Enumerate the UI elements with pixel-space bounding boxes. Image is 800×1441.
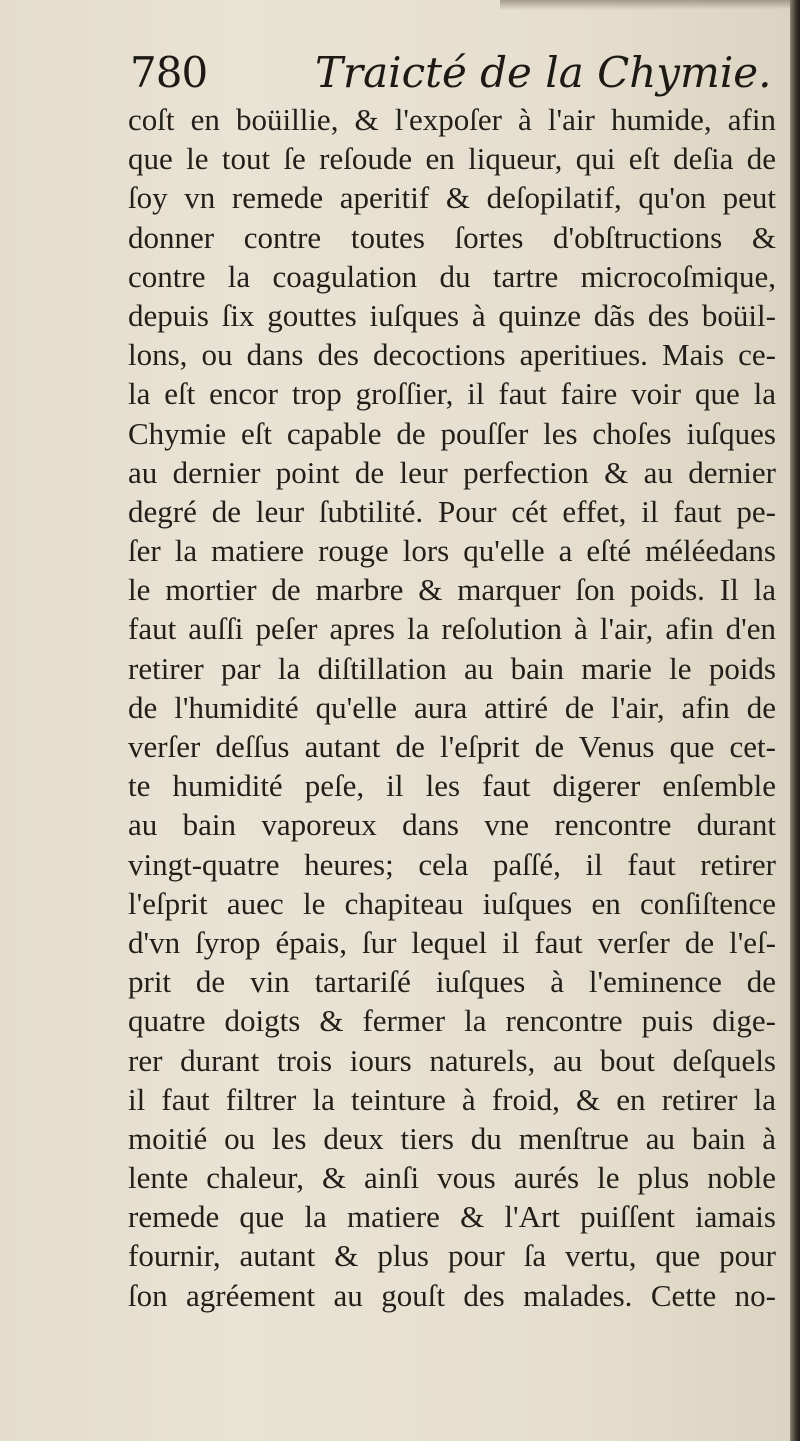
text-line: contre la coagulation du tartre microcoſmique,: [128, 258, 776, 294]
text-line: de l'humidité qu'elle aura attiré de l'air, afin de: [128, 689, 776, 725]
page-number: 780: [130, 48, 208, 97]
body-text: [128, 100, 776, 1315]
page-edge: [790, 0, 800, 1441]
text-line: faut auſſi peſer apres la reſolution à l'air, afin d'en: [128, 611, 776, 647]
text-line: lente chaleur, & ainſi vous aurés le plus noble: [128, 1160, 776, 1196]
text-line: ſer la matiere rouge lors qu'elle a eſté méléedans: [128, 533, 776, 569]
text-line: ſoy vn remede aperitif & deſopilatif, qu'on peut: [128, 180, 776, 216]
text-line: au bain vaporeux dans vne rencontre durant: [128, 807, 776, 843]
text-line: lons, ou dans des decoctions aperitiues. Mais ce-: [128, 337, 776, 373]
text-line: fournir, autant & plus pour ſa vertu, que pour: [128, 1238, 776, 1274]
top-edge-shadow: [500, 0, 790, 10]
text-line: d'vn ſyrop épais, ſur lequel il faut verſer de l'eſ-: [128, 924, 776, 960]
text-line: vingt-quatre heures; cela paſſé, il faut retirer: [128, 846, 776, 882]
text-line: degré de leur ſubtilité. Pour cét effet, il faut pe-: [128, 493, 776, 529]
text-line: verſer deſſus autant de l'eſprit de Venus que cet-: [128, 729, 776, 764]
text-line: au dernier point de leur perfection & au dernier: [128, 454, 776, 490]
text-line: la eſt encor trop groſſier, il faut faire voir que la: [128, 376, 776, 412]
text-line: rer durant trois iours naturels, au bout deſquels: [128, 1042, 776, 1078]
text-line: il faut filtrer la teinture à froid, & en retirer la: [128, 1081, 776, 1117]
text-line: ſon agréement au gouſt des malades. Cette no-: [128, 1277, 776, 1313]
page-header: [130, 48, 772, 108]
text-line: Chymie eſt capable de pouſſer les choſes iuſques: [128, 415, 776, 451]
text-line: coſt en boüillie, & l'expoſer à l'air humide, afin: [128, 102, 776, 137]
running-title: Traicté de la Chymie.: [315, 48, 772, 97]
text-line: l'eſprit auec le chapiteau iuſques en conſiſtence: [128, 885, 776, 921]
text-line: remede que la matiere & l'Art puiſſent iamais: [128, 1199, 776, 1235]
text-line: quatre doigts & fermer la rencontre puis dige-: [128, 1003, 776, 1039]
text-line: moitié ou les deux tiers du menſtrue au bain à: [128, 1120, 776, 1156]
text-line: que le tout ſe reſoude en liqueur, qui eſt deſia de: [128, 141, 776, 177]
text-line: le mortier de marbre & marquer ſon poids. Il la: [128, 572, 776, 608]
text-line: donner contre toutes ſortes d'obſtructions &: [128, 219, 776, 255]
text-line: retirer par la diſtillation au bain marie le poids: [128, 650, 776, 686]
text-line: prit de vin tartariſé iuſques à l'eminence de: [128, 964, 776, 1000]
text-line: te humidité peſe, il les faut digerer enſemble: [128, 768, 776, 804]
text-line: depuis ſix gouttes iuſques à quinze dãs des boüil-: [128, 297, 776, 333]
